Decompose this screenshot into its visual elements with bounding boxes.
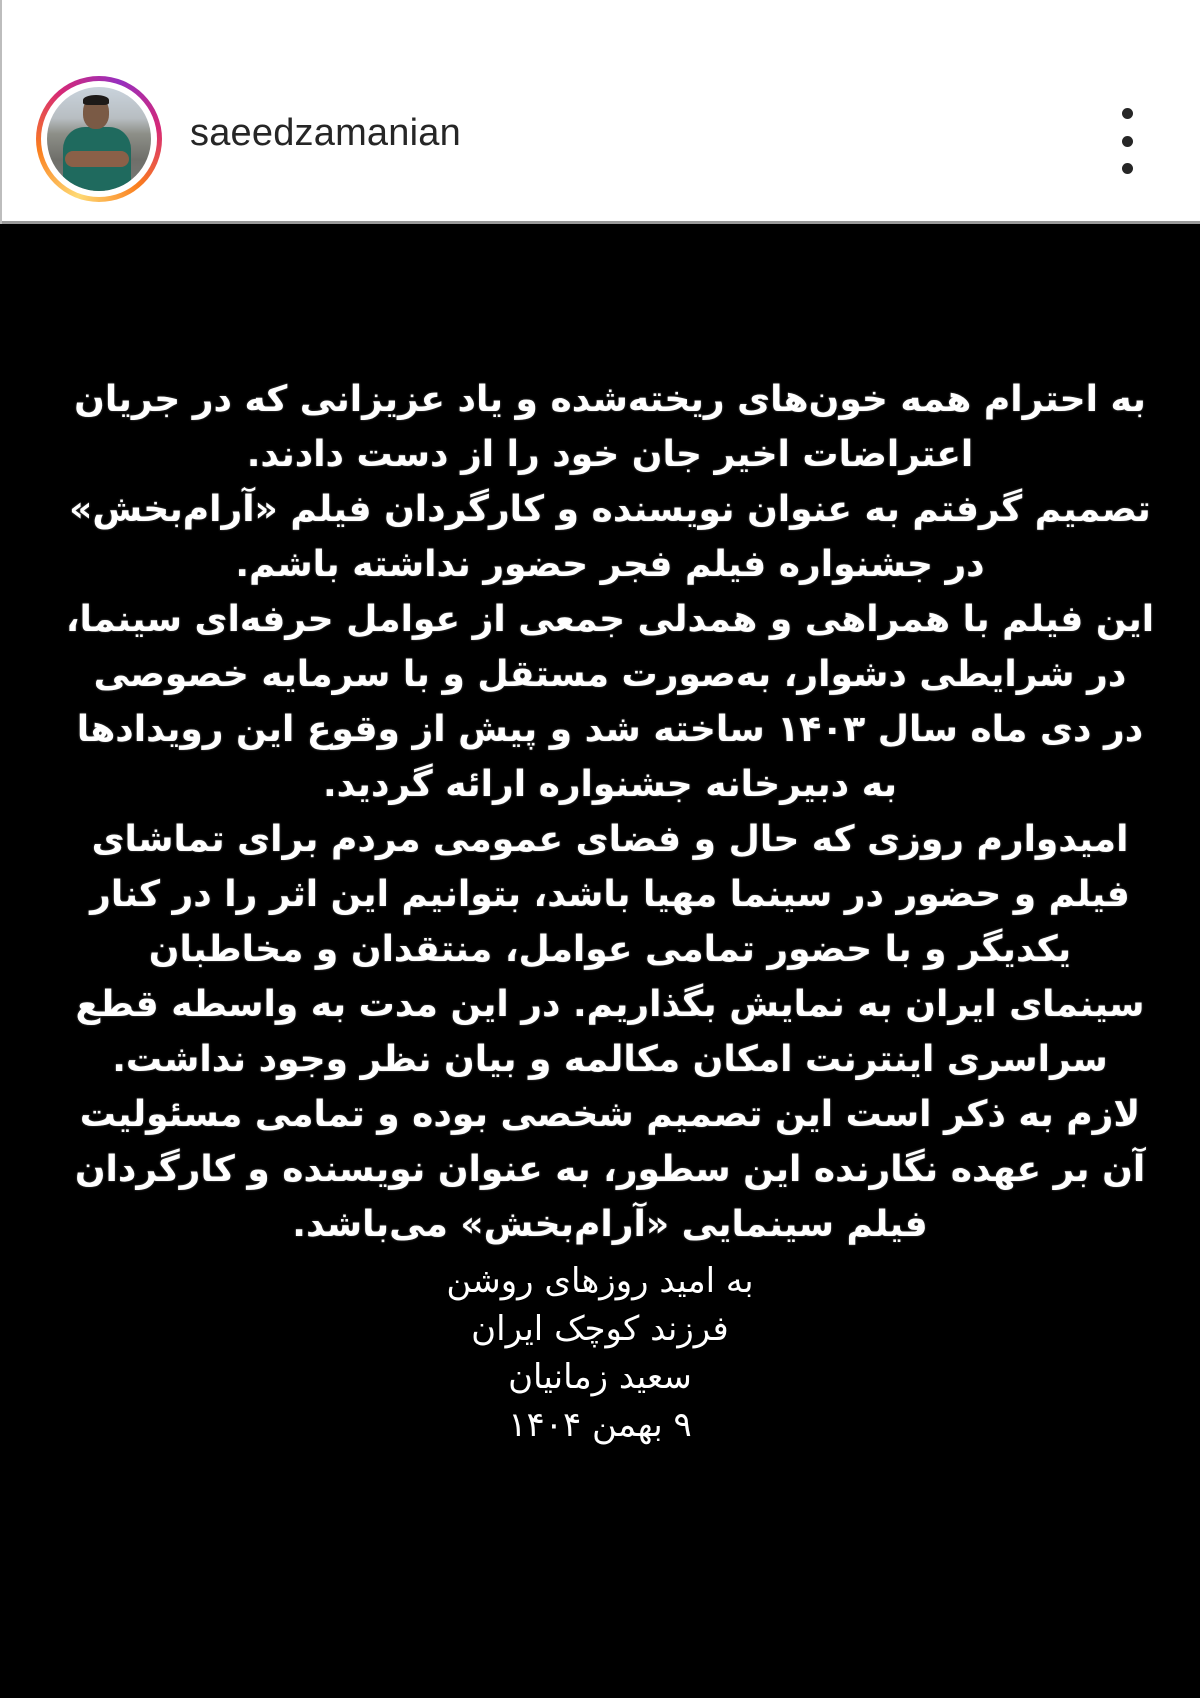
signature-closing: به امید روزهای روشن [446, 1261, 754, 1301]
avatar [47, 87, 151, 191]
statement-line: اعتراضات اخیر جان خود را از دست دادند. [246, 434, 974, 475]
statement-line: به احترام همه خون‌های ریخته‌شده و یاد عزیزانی که در جریان [74, 379, 1146, 420]
avatar-figure-hair [83, 95, 109, 105]
avatar-story-ring[interactable] [36, 76, 162, 202]
statement-line: در دی ماه سال ۱۴۰۳ ساخته شد و پیش از وقوع این رویدادها [76, 709, 1144, 750]
more-dot-icon [1122, 136, 1133, 147]
statement-line: در جشنواره فیلم فجر حضور نداشته باشم. [235, 544, 985, 585]
signature-name: سعید زمانیان [508, 1357, 692, 1397]
avatar-gap [41, 81, 157, 197]
statement-line: سراسری اینترنت امکان مکالمه و بیان نظر وجود نداشت. [112, 1039, 1108, 1080]
post-image[interactable] [0, 227, 1200, 1698]
statement-line: به دبیرخانه جشنواره ارائه گردید. [322, 764, 898, 805]
statement-line: آن بر عهده نگارنده این سطور، به عنوان نویسنده و کارگردان [74, 1149, 1146, 1190]
statement-line: یکدیگر و با حضور تمامی عوامل، منتقدان و مخاطبان [148, 929, 1072, 970]
statement-line: لازم به ذکر است این تصمیم شخصی بوده و تمامی مسئولیت [79, 1094, 1141, 1135]
statement-line: این فیلم با همراهی و همدلی جمعی از عوامل حرفه‌ای سینما، [65, 599, 1155, 640]
more-dot-icon [1122, 163, 1133, 174]
avatar-figure-arms [65, 151, 129, 167]
statement-line: امیدوارم روزی که حال و فضای عمومی مردم برای تماشای [91, 819, 1129, 860]
post-header [0, 0, 1200, 224]
statement-line: تصمیم گرفتم به عنوان نویسنده و کارگردان فیلم «آرام‌بخش» [69, 489, 1151, 530]
statement-line: فیلم و حضور در سینما مهیا باشد، بتوانیم این اثر را در کنار [90, 874, 1130, 915]
more-dot-icon [1122, 108, 1133, 119]
username-link[interactable]: saeedzamanian [190, 112, 461, 154]
more-options-button[interactable] [1112, 108, 1142, 174]
signature-date: ۹ بهمن ۱۴۰۴ [508, 1405, 692, 1445]
statement-line: سینمای ایران به نمایش بگذاریم. در این مدت به واسطه قطع [75, 984, 1145, 1025]
statement-line: فیلم سینمایی «آرام‌بخش» می‌باشد. [292, 1204, 928, 1245]
statement-text [55, 372, 1165, 1252]
statement-line: در شرایطی دشوار، به‌صورت مستقل و با سرمایه خصوصی [93, 654, 1127, 695]
signature-block [300, 1257, 900, 1449]
signature-epithet: فرزند کوچک ایران [471, 1309, 729, 1349]
window-edge [0, 0, 2, 224]
